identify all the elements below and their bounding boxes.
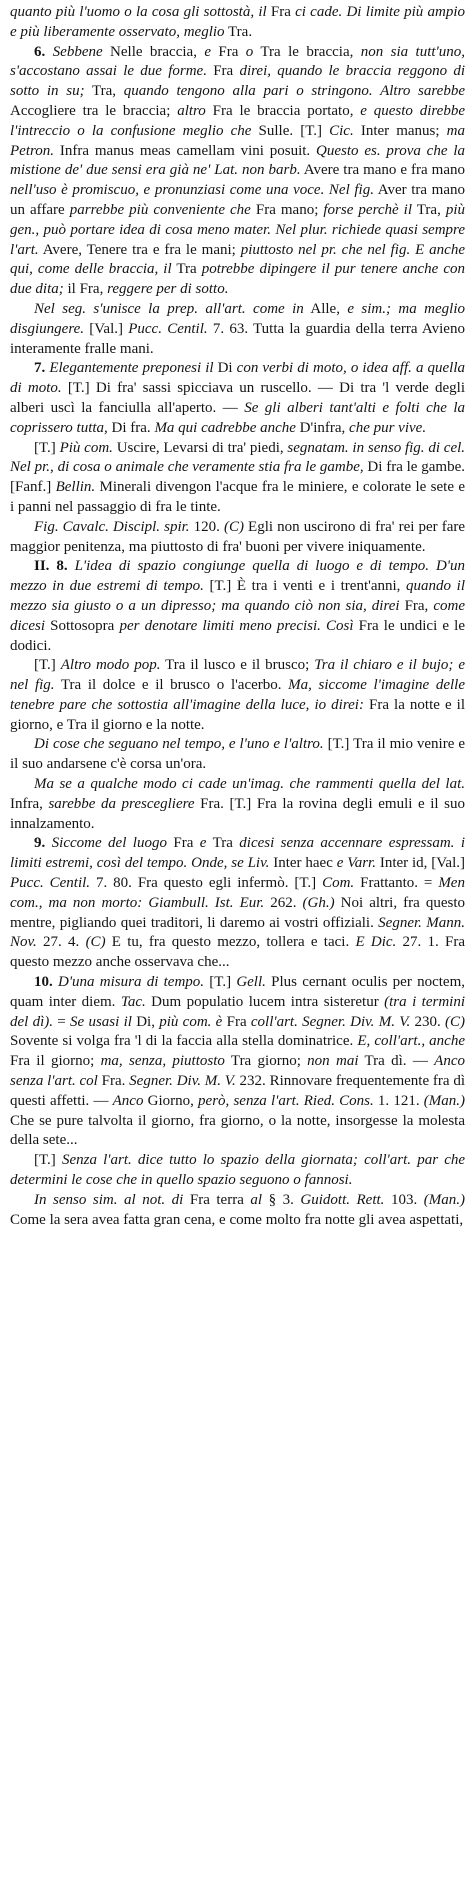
entry-section-7: 7. Elegantemente preponesi il Di con verbi di moto, o idea aff. a quella di moto. [T.] Di fra' sassi spicciava un ruscello. — Di tra 'l verde degli alberi uscì la fanciulla all'aperto. — Se gli alberi tant'alti e folti che la coprissero tutta, Di fra. Ma qui cadrebbe anche D'infra, che pur vive. <box>10 360 465 436</box>
entry-section-7-figurative: Fig. Cavalc. Discipl. spir. 120. (C) Egli non uscirono di fra' rei per fare maggior penitenza, ma piuttosto di fra' buoni per vivere iniquamente. <box>10 518 466 555</box>
entry-section-6: 6. Sebbene Nelle braccia, e Fra o Tra le braccia, non sia tutt'uno, s'accostano assai le due forme. Fra direi, quando le braccia reggono di sotto in su; Tra, quando tengono alla pari o stringono. Altro sarebbe Accogliere tra le braccia; altro Fra le braccia portato, e questo direbbe l'intreccio o la confusione meglio che Sulle. [T.] Cic. Inter manus; ma Petron. Infra manus meas camellam vini posuit. Questo es. prova che la mistione de' due sensi era già ne' Lat. non barb. Avere tra mano e fra mano nell'uso è promiscuo, e pronunziasi come una voce. Nel fig. Aver tra mano un affare parrebbe più conveniente che Fra mano; forse perchè il Tra, più gen., può portare idea di cosa meno mater. Nel plur. richiede quasi sempre l'art. Avere, Tenere tra e fra le mani; piuttosto nel pr. che nel fig. E anche qui, come delle braccia, il Tra potrebbe dipingere il pur tenere anche con due dita; il Fra, reggere per di sotto. <box>10 43 466 298</box>
entry-section-8: II. 8. L'idea di spazio congiunge quella di luogo e di tempo. D'un mezzo in due estremi di tempo. [T.] È tra i venti e i trent'anni, quando il mezzo sia giusto o a un dipresso; ma quando ciò non sia, direi Fra, come dicesi Sottosopra per denotare limiti meno precisi. Così Fra le undici e le dodici. <box>10 558 466 654</box>
entry-section-9: 9. Siccome del luogo Fra e Tra dicesi senza accennare espressam. i limiti estremi, così del tempo. Onde, se Liv. Inter haec e Varr. Inter id, [Val.] Pucc. Centil. 7. 80. Fra questo egli infermò. [T.] Com. Frattanto. = Men com., ma non morto: Giambull. Ist. Eur. 262. (Gh.) Noi altri, fra questo mentre, pigliando quei traditori, li daremo ai vostri offiziali. Segner. Mann. Nov. 27. 4. (C) E tu, fra questo mezzo, tollera e taci. E Dic. 27. 1. Fra questo mezzo anche osservava che... <box>10 835 466 971</box>
entry-section-7-usage: [T.] Più com. Uscire, Levarsi di tra' piedi, segnatam. in senso fig. di cel. Nel pr., di cosa o animale che veramente stia fra le gambe, Di fra le gambe. [Fanf.] Bellin. Minerali divengon l'acque fra le miniere, e colorate le sete e i panni nel passaggio di fra le tinte. <box>10 439 466 515</box>
entry-section-10: 10. D'una misura di tempo. [T.] Gell. Plus cernant oculis per noctem, quam inter diem. Tac. Dum populatio lucem intra sisteretur (tra i termini del dì). = Se usasi il Di, più com. è Fra coll'art. Segner. Div. M. V. 230. (C) Sovente si volga fra 'l di la faccia alla stella dominatrice. E, coll'art., anche Fra il giorno; ma, senza, piuttosto Tra giorno; non mai Tra dì. — Anco senza l'art. col Fra. Segner. Div. M. V. 232. Rinnovare frequentemente fra dì questi affetti. — Anco Giorno, però, senza l'art. Ried. Cons. 1. 121. (Man.) Che se pure talvolta il giorno, fra giorno, o la notte, insorgesse la molesta della sete... <box>10 974 466 1149</box>
entry-section-8-time: Di cose che seguano nel tempo, e l'uno e l'altro. [T.] Tra il mio venire e il suo andarsene c'è corsa un'ora. <box>10 736 465 773</box>
entry-section-8-popular: [T.] Altro modo pop. Tra il lusco e il brusco; Tra il chiaro e il bujo; e nel fig. Tra il dolce e il brusco o l'acerbo. Ma, siccome l'imagine delle tenebre pare che sottostia all'imagine della luce, io direi: Fra la notte e il giorno, e Tra il giorno e la notte. <box>10 657 465 733</box>
entry-section-8-latin: Ma se a qualche modo ci cade un'imag. che rammenti quella del lat. Infra, sarebbe da prescegliere Fra. [T.] Fra la rovina degli emuli e il suo innalzamento. <box>10 776 465 832</box>
entry-section-10-sense: In senso sim. al not. di Fra terra al § 3. Guidott. Rett. 103. (Man.) Come la sera avea fatta gran cena, e come molto fra notte gli avea aspettati, <box>10 1191 465 1228</box>
entry-section-10-note: [T.] Senza l'art. dice tutto lo spazio della giornata; coll'art. par che determini le cose che in quello spazio seguono o fannosi. <box>10 1152 466 1189</box>
entry-continuation: quanto più l'uomo o la cosa gli sottostà, il Fra ci cade. Di limite più ampio e più liberamente osservato, meglio Tra. <box>10 4 465 40</box>
entry-section-6-note: Nel seg. s'unisce la prep. all'art. come in Alle, e sim.; ma meglio disgiungere. [Val.] Pucc. Centil. 7. 63. Tutta la guardia della terra Avieno interamente fralle mani. <box>10 300 465 357</box>
